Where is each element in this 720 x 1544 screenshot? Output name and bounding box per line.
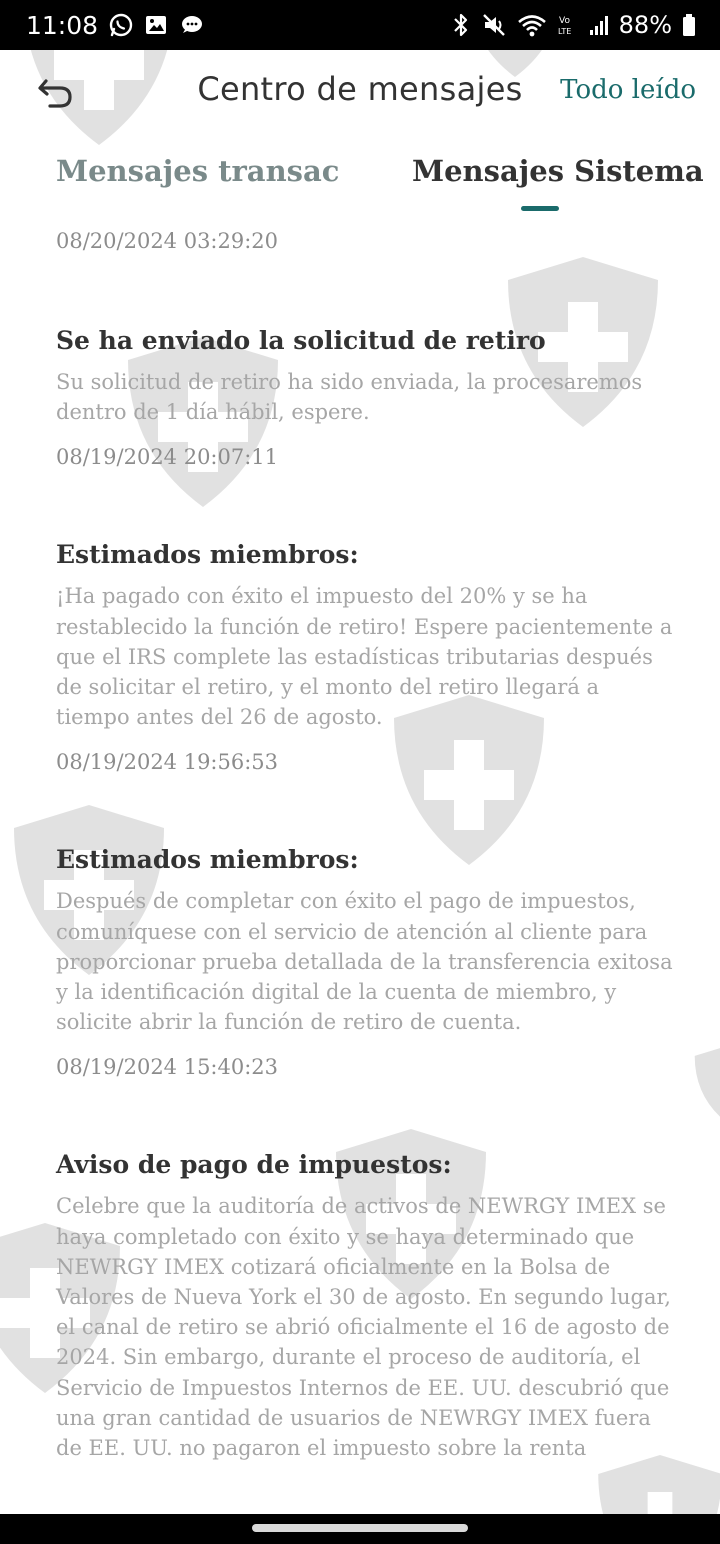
- message-body: Celebre que la auditoría de activos de NEWRGY IMEX se haya completado con éxito y se haya determinado que NEWRGY IMEX cotizará oficialmente en la Bolsa de Valores de Nueva York el 30 de agosto. En segundo lugar, el canal de retiro se abrió oficialmente el 16 de agosto de 2024. Sin embargo, durante el proceso de auditoría, el Servicio de Impuestos Internos de EE. UU. descubrió que una gran cantidad de usuarios de NEWRGY IMEX fuera de EE. UU. no pagaron el impuesto sobre la renta: [56, 1194, 671, 1461]
- mute-icon: [481, 12, 507, 38]
- message-time: 08/19/2024 15:40:23: [56, 1055, 279, 1080]
- active-tab-indicator: [521, 206, 559, 211]
- wifi-icon: [517, 12, 547, 38]
- message-body: Después de completar con éxito el pago de impuestos, comuníquese con el servicio de atención al cliente para proporcionar prueba detallada de la transferencia exitosa y la identificación digital de la cuenta de miembro, y solicite abrir la función de retiro de cuenta.: [56, 889, 673, 1035]
- page-title: Centro de mensajes: [197, 70, 523, 108]
- status-time: 11:08: [26, 10, 99, 40]
- shield-cross-icon: [690, 1040, 720, 1130]
- status-bar-left: [26, 11, 204, 40]
- message-item[interactable]: [56, 323, 676, 472]
- message-title: Estimados miembros:: [56, 540, 359, 570]
- battery-icon: [682, 13, 696, 37]
- mark-all-read-button[interactable]: Todo leído: [560, 75, 696, 105]
- header-bar: [0, 50, 720, 134]
- message-body: ¡Ha pagado con éxito el impuesto del 20% y se ha restablecido la función de retiro! Espere pacientemente a que el IRS complete las estadísticas tributarias después de solicitar el retiro, y el monto del retiro llegará a tiempo antes del 26 de agosto.: [56, 584, 673, 730]
- battery-percent: 88%: [618, 11, 672, 39]
- message-item[interactable]: [56, 1147, 676, 1463]
- tab-system-messages[interactable]: Mensajes Sistema: [412, 154, 704, 188]
- message-tabs: [0, 150, 720, 216]
- message-time: 08/20/2024 03:29:20: [56, 229, 279, 253]
- tab-transaction-messages[interactable]: Mensajes transac: [56, 154, 340, 188]
- message-time: 08/19/2024 19:56:53: [56, 750, 279, 775]
- message-title: Aviso de pago de impuestos:: [56, 1150, 452, 1180]
- message-item[interactable]: [56, 842, 676, 1082]
- volte-icon: [557, 12, 579, 38]
- message-title: Se ha enviado la solicitud de retiro: [56, 326, 546, 355]
- svg-text:LTE: LTE: [557, 27, 571, 36]
- svg-text:Vo: Vo: [558, 16, 570, 26]
- navigation-bar: [0, 1514, 720, 1544]
- signal-icon: [589, 13, 609, 37]
- status-bar: [0, 0, 720, 50]
- home-gesture-handle[interactable]: [252, 1524, 468, 1532]
- image-icon: [144, 13, 168, 37]
- status-bar-right: [451, 11, 696, 39]
- message-body: Su solicitud de retiro ha sido enviada, la procesaremos dentro de 1 día hábil, espere.: [56, 370, 643, 425]
- message-item[interactable]: [56, 537, 676, 777]
- chat-icon: [178, 13, 204, 37]
- message-title: Estimados miembros:: [56, 845, 359, 875]
- whatsapp-icon: [108, 12, 134, 38]
- message-list: [56, 226, 676, 1478]
- bluetooth-icon: [451, 12, 471, 38]
- message-time: 08/19/2024 20:07:11: [56, 445, 279, 470]
